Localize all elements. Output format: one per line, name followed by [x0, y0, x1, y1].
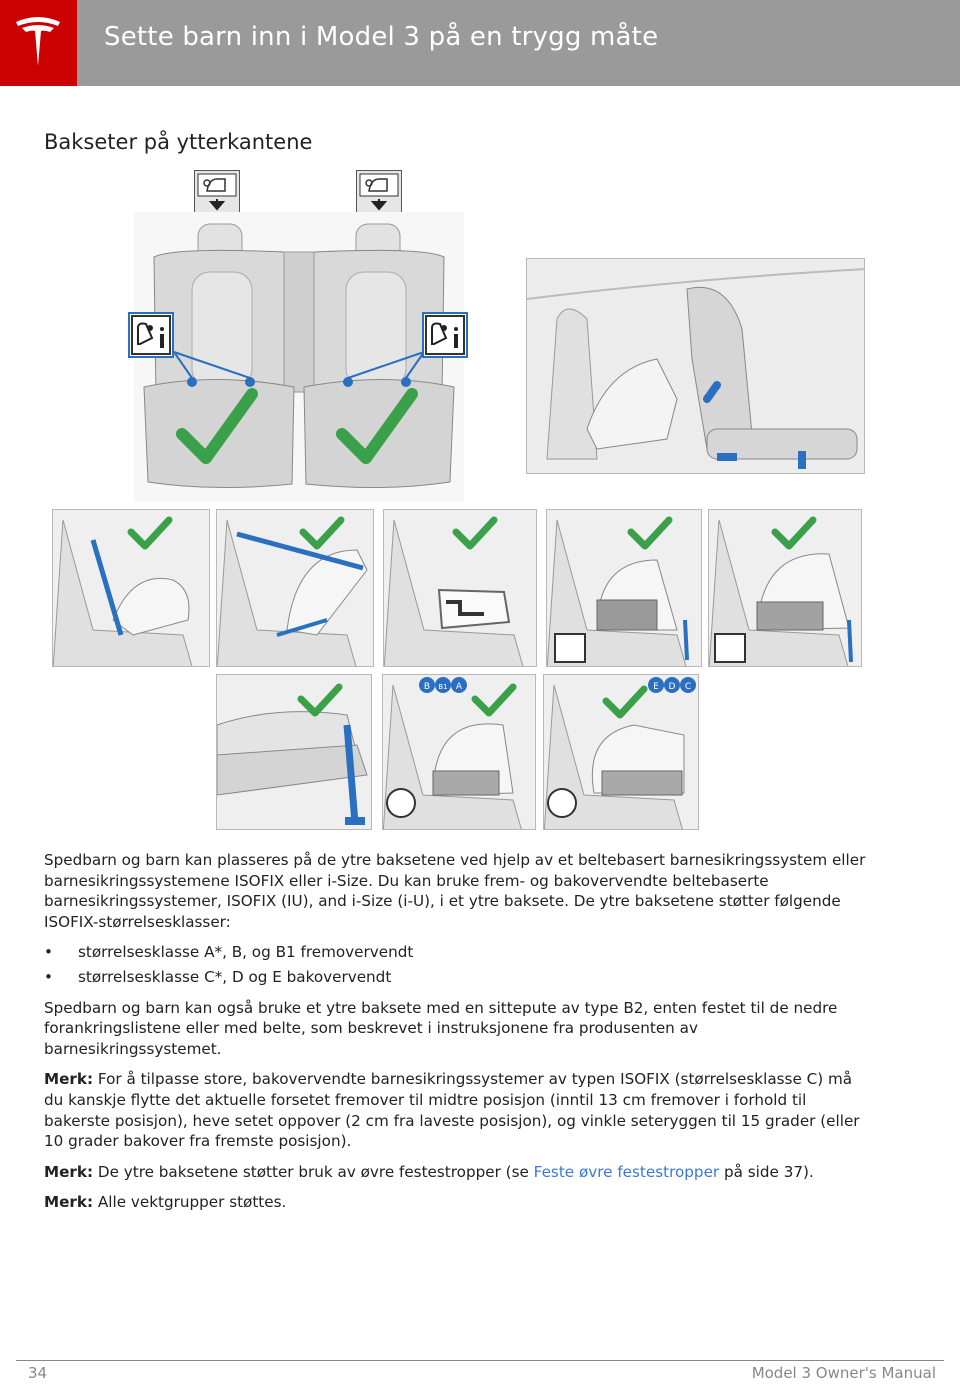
- note: Merk: De ytre baksetene støtter bruk av øvre festestropper (se Feste øvre festestropper på side 37).: [44, 1162, 814, 1181]
- body-text: [44, 850, 874, 1223]
- note: Merk: Alle vektgrupper støttes.: [44, 1193, 287, 1212]
- seat-figure-isofix-forward-2: [708, 509, 862, 667]
- seat-figure-support-leg: [216, 674, 372, 830]
- isofix-size-list: [44, 942, 874, 987]
- isofix-size-label: E: [653, 682, 659, 692]
- tether-anchor-icon: [357, 171, 401, 213]
- isofix-size-label: A: [455, 682, 463, 692]
- seat-figure-belted-forward: [52, 509, 210, 667]
- page-title: Sette barn inn i Model 3 på en trygg måte: [104, 22, 659, 52]
- tesla-logo-icon: [12, 14, 64, 70]
- seat-figure-isofix-size-b-b1-a: [382, 674, 536, 830]
- paragraph: Spedbarn og barn kan plasseres på de ytre baksetene ved hjelp av et beltebasert barnesikringssystem eller barnesikringssystemene ISOFIX eller i-Size. Du kan bruke frem- og bakovervendte beltebaserte barnesikringssystemer, ISOFIX (IU), and i-Size (i-U), i et ytre baksete. De ytre baksetene støtter følgende ISOFIX-størrelsesklasser:: [44, 851, 866, 931]
- isofix-i-size-icon: [130, 314, 172, 356]
- paragraph: Spedbarn og barn kan også bruke et ytre baksete med en sittepute av type B2, enten festet til de nedre forankringslistene eller med belte, som beskrevet i instruksjonene fra produsenten av barnesikringssystemet.: [44, 998, 838, 1058]
- manual-name: Model 3 Owner's Manual: [751, 1364, 936, 1382]
- page-header: [0, 0, 960, 86]
- tether-anchor-icon: [195, 171, 239, 213]
- seat-figure-belted-rear: [216, 509, 374, 667]
- rear-seat-overview-figure: [134, 212, 464, 502]
- note-label: Merk:: [44, 1070, 94, 1089]
- page-number: 34: [28, 1364, 48, 1382]
- footer-divider: [16, 1360, 944, 1361]
- tether-anchor-sign-left: [194, 170, 240, 214]
- list-item: • størrelsesklasse A*, B, og B1 fremovervendt: [44, 943, 414, 962]
- seat-figure-booster: [383, 509, 537, 667]
- isofix-sign-right: [422, 312, 468, 358]
- list-item: • størrelsesklasse C*, D og E bakovervendt: [44, 967, 392, 986]
- isofix-i-size-icon: [424, 314, 466, 356]
- seat-figure-isofix-forward-1: [546, 509, 702, 667]
- isofix-size-label: C: [684, 682, 692, 692]
- note: Merk: For å tilpasse store, bakovervendte barnesikringssystemer av typen ISOFIX (størrelsesklasse C) må du kanskje flytte det aktuelle forsetet fremover til midtre posisjon (inntil 13 cm fremover i forhold til bakerste posisjon), heve setet oppover (2 cm fra laveste posisjon), og vinkle seteryggen til 15 grader (eller 10 grader bakover fra fremste posisjon).: [44, 1070, 860, 1151]
- note-label: Merk:: [44, 1193, 94, 1212]
- isofix-size-label: D: [668, 682, 676, 692]
- note-label: Merk:: [44, 1162, 94, 1181]
- seat-figure-isofix-size-e-d-c: [543, 674, 699, 830]
- tether-strap-link[interactable]: Feste øvre festestropper: [533, 1162, 720, 1181]
- isofix-sign-left: [128, 312, 174, 358]
- tether-anchor-sign-right: [356, 170, 402, 214]
- section-heading: Bakseter på ytterkantene: [44, 130, 313, 154]
- front-seat-adjustment-figure: [526, 258, 865, 474]
- brand-logo: [0, 0, 77, 86]
- isofix-size-label: B: [423, 682, 431, 692]
- isofix-size-label: B1: [438, 683, 448, 691]
